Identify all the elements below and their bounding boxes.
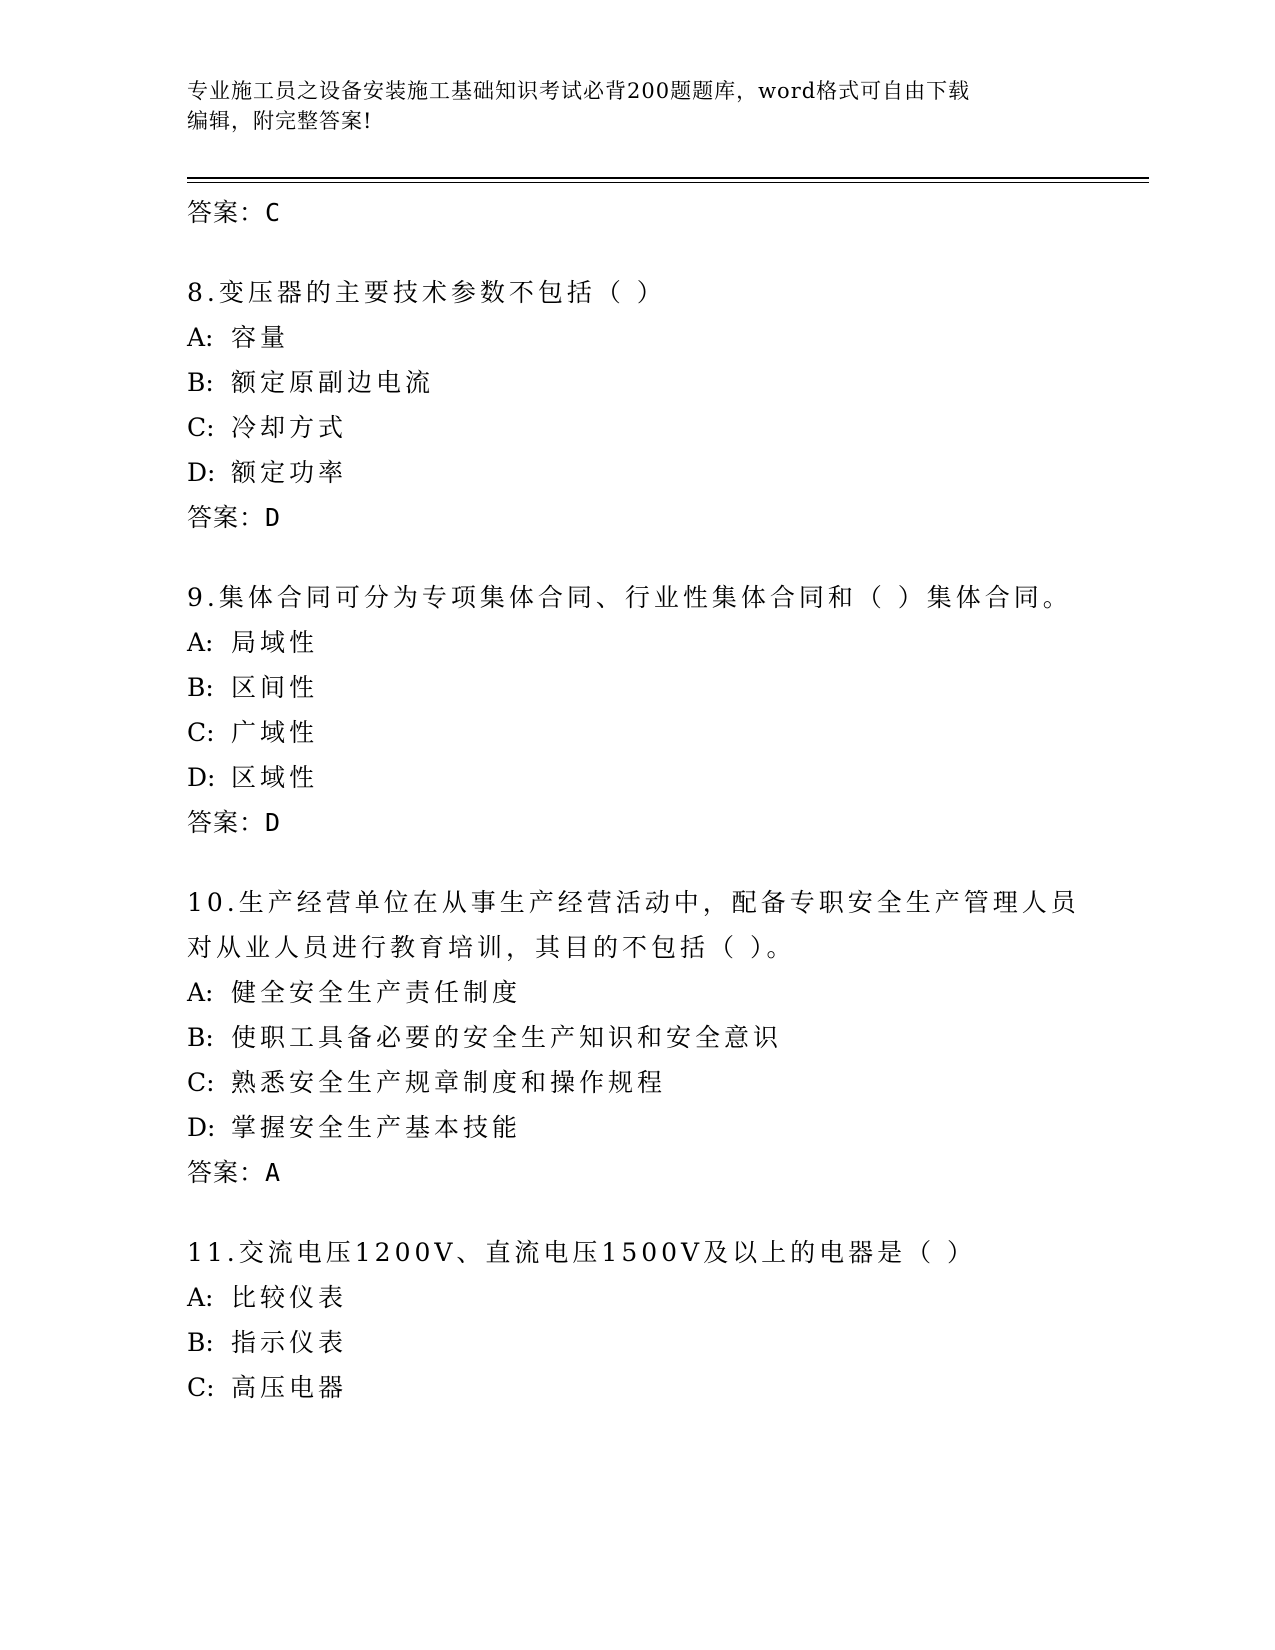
option-text: 区间性 [231, 673, 319, 702]
answer-option [187, 450, 1147, 495]
question-list [187, 190, 1147, 1410]
option-letter: B: [187, 673, 214, 702]
question-stem [187, 270, 1147, 315]
previous-answer: 答案：C [187, 198, 282, 227]
option-letter: A: [187, 1283, 214, 1312]
answer-option [187, 315, 1147, 360]
header-title-line-1: 专业施工员之设备安装施工基础知识考试必背200题题库，word格式可自由下载 [187, 79, 971, 103]
option-text: 健全安全生产责任制度 [231, 978, 522, 1007]
option-letter: D: [187, 1113, 216, 1142]
answer-option [187, 665, 1147, 710]
option-letter: A: [187, 978, 214, 1007]
question-stem [187, 575, 1147, 620]
answer-option [187, 970, 1147, 1015]
answer-option [187, 1320, 1147, 1365]
option-letter: B: [187, 1023, 214, 1052]
question-stem-line: 9.集体合同可分为专项集体合同、行业性集体合同和（ ）集体合同。 [187, 583, 1072, 612]
header-divider-thick [187, 177, 1149, 179]
correct-answer: 答案：D [187, 808, 282, 837]
option-text: 比较仪表 [231, 1283, 348, 1312]
answer-option [187, 360, 1147, 405]
question-block [187, 270, 1147, 541]
option-text: 冷却方式 [231, 413, 348, 442]
question-stem-line: 11.交流电压1200V、直流电压1500V及以上的电器是（ ） [187, 1238, 977, 1267]
option-letter: C: [187, 1068, 215, 1097]
question-stem-line: 8.变压器的主要技术参数不包括（ ） [187, 278, 666, 307]
option-text: 局域性 [231, 628, 319, 657]
answer-option [187, 755, 1147, 800]
option-letter: C: [187, 718, 215, 747]
option-text: 高压电器 [231, 1373, 348, 1402]
option-letter: B: [187, 1328, 214, 1357]
option-letter: B: [187, 368, 214, 397]
question-stem [187, 880, 1147, 970]
question-block [187, 1230, 1147, 1410]
option-text: 额定原副边电流 [231, 368, 435, 397]
option-text: 区域性 [231, 763, 319, 792]
answer-option [187, 1365, 1147, 1410]
answer-option [187, 1275, 1147, 1320]
question-stem-line: 对从业人员进行教育培训，其目的不包括（ ）。 [187, 933, 796, 962]
header-divider-thin [187, 182, 1149, 183]
option-letter: C: [187, 413, 215, 442]
option-text: 指示仪表 [231, 1328, 348, 1357]
option-text: 广域性 [231, 718, 319, 747]
option-text: 掌握安全生产基本技能 [231, 1113, 522, 1142]
option-text: 容量 [231, 323, 290, 352]
option-text: 使职工具备必要的安全生产知识和安全意识 [231, 1023, 783, 1052]
header-title-line-2: 编辑，附完整答案! [187, 109, 373, 133]
answer-option [187, 1015, 1147, 1060]
option-letter: D: [187, 763, 216, 792]
question-block [187, 575, 1147, 846]
answer-option [187, 1060, 1147, 1105]
option-letter: A: [187, 628, 214, 657]
option-letter: D: [187, 458, 216, 487]
correct-answer: 答案：A [187, 1158, 282, 1187]
document-header [187, 76, 1087, 136]
answer-option [187, 405, 1147, 450]
option-text: 额定功率 [231, 458, 348, 487]
questions-container [187, 270, 1147, 1410]
answer-option [187, 620, 1147, 665]
option-text: 熟悉安全生产规章制度和操作规程 [231, 1068, 667, 1097]
option-letter: C: [187, 1373, 215, 1402]
answer-option [187, 710, 1147, 755]
answer-option [187, 1105, 1147, 1150]
question-block [187, 880, 1147, 1196]
correct-answer: 答案：D [187, 503, 282, 532]
option-letter: A: [187, 323, 214, 352]
question-stem [187, 1230, 1147, 1275]
question-stem-line: 10.生产经营单位在从事生产经营活动中，配备专职安全生产管理人员 [187, 888, 1080, 917]
